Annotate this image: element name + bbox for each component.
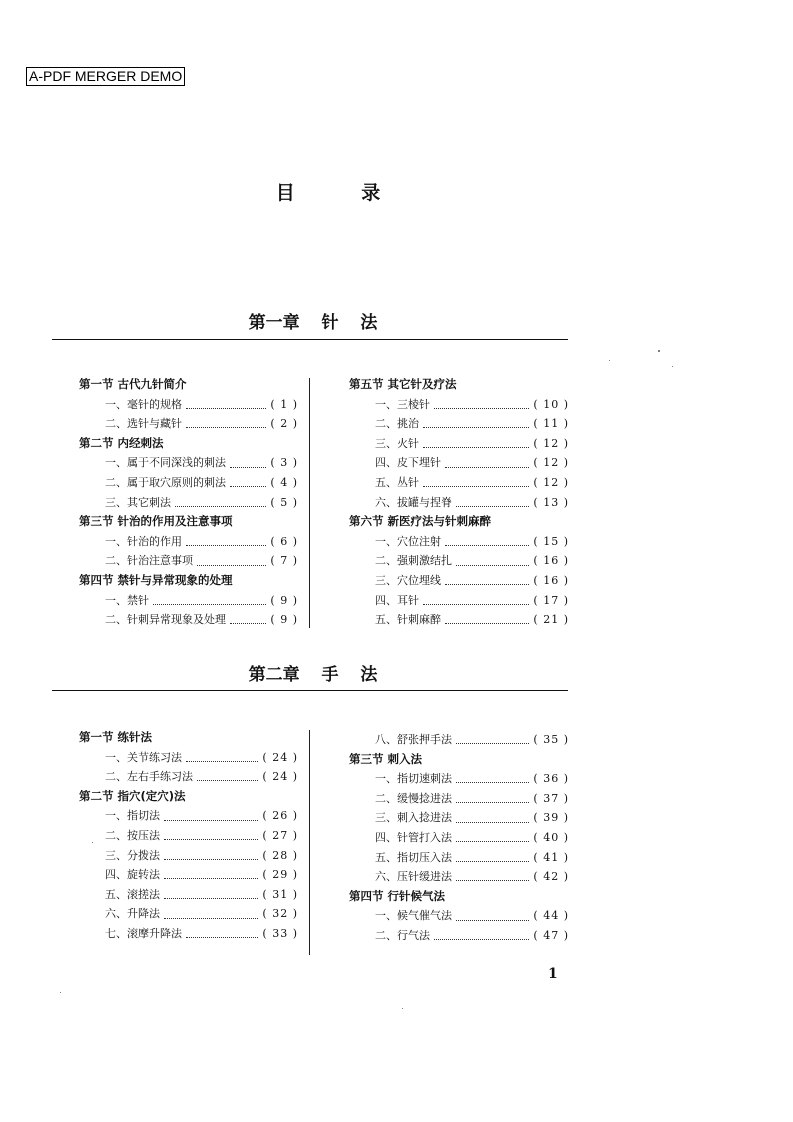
dot-leader bbox=[456, 833, 529, 842]
dot-leader bbox=[153, 596, 266, 605]
dot-leader bbox=[423, 596, 529, 605]
toc-entry bbox=[349, 434, 569, 454]
dot-leader bbox=[456, 853, 529, 862]
dot-leader bbox=[456, 557, 529, 566]
scan-speck bbox=[402, 1008, 403, 1009]
toc-entry bbox=[79, 414, 298, 434]
toc-entry bbox=[79, 591, 298, 611]
dot-leader bbox=[456, 814, 529, 823]
chapter-2-right-column bbox=[349, 730, 569, 946]
entry-page-number: ( 16 ) bbox=[533, 573, 569, 587]
chapter-2-column-divider bbox=[309, 730, 310, 955]
entry-label: 一、穴位注射 bbox=[375, 534, 441, 548]
entry-label: 二、针刺异常现象及处理 bbox=[105, 613, 226, 627]
toc-section-heading bbox=[79, 728, 298, 748]
dot-leader bbox=[197, 772, 258, 781]
entry-page-number: ( 15 ) bbox=[533, 534, 569, 548]
dot-leader bbox=[434, 931, 529, 940]
toc-entry bbox=[79, 846, 298, 866]
toc-entry bbox=[79, 767, 298, 787]
entry-page-number: ( 12 ) bbox=[533, 456, 569, 470]
chapter-2-rule bbox=[52, 690, 568, 691]
dot-leader bbox=[186, 929, 258, 938]
entry-label: 三、其它刺法 bbox=[105, 495, 171, 509]
entry-page-number: ( 29 ) bbox=[262, 868, 298, 882]
entry-page-number: ( 12 ) bbox=[533, 436, 569, 450]
dot-leader bbox=[186, 400, 266, 409]
entry-label: 一、指切法 bbox=[105, 809, 160, 823]
dot-leader bbox=[186, 419, 266, 428]
entry-label: 二、属于取穴原则的刺法 bbox=[105, 475, 226, 489]
entry-label: 二、左右手练习法 bbox=[105, 770, 193, 784]
entry-label: 五、丛针 bbox=[375, 475, 419, 489]
dot-leader bbox=[445, 576, 529, 585]
dot-leader bbox=[164, 812, 258, 821]
entry-page-number: ( 47 ) bbox=[533, 928, 569, 942]
dot-leader bbox=[456, 872, 529, 881]
toc-section-heading bbox=[349, 887, 569, 907]
dot-leader bbox=[197, 557, 266, 566]
dot-leader bbox=[456, 794, 529, 803]
page-number: 1 bbox=[548, 966, 558, 982]
toc-entry bbox=[349, 551, 569, 571]
entry-page-number: ( 17 ) bbox=[533, 593, 569, 607]
dot-leader bbox=[456, 498, 529, 507]
entry-label: 一、毫针的规格 bbox=[105, 397, 182, 411]
entry-page-number: ( 12 ) bbox=[533, 475, 569, 489]
scan-speck bbox=[658, 350, 660, 352]
toc-section-heading bbox=[79, 434, 298, 454]
section-heading-label: 第四节 禁针与异常现象的处理 bbox=[79, 572, 233, 587]
toc-section-heading bbox=[79, 375, 298, 395]
entry-page-number: ( 40 ) bbox=[533, 830, 569, 844]
entry-page-number: ( 13 ) bbox=[533, 495, 569, 509]
toc-section-heading bbox=[349, 512, 569, 532]
toc-entry bbox=[349, 453, 569, 473]
toc-entry bbox=[79, 551, 298, 571]
chapter-1-title: 第一章 针 法 bbox=[248, 313, 378, 333]
entry-label: 三、分拨法 bbox=[105, 848, 160, 862]
dot-leader bbox=[445, 537, 529, 546]
toc-entry bbox=[79, 748, 298, 768]
entry-label: 二、行气法 bbox=[375, 928, 430, 942]
entry-page-number: ( 42 ) bbox=[533, 870, 569, 884]
toc-entry bbox=[349, 414, 569, 434]
chapter-2-title: 第二章 手 法 bbox=[248, 665, 378, 685]
entry-label: 四、旋转法 bbox=[105, 868, 160, 882]
watermark-label: A-PDF MERGER DEMO bbox=[26, 67, 185, 86]
entry-page-number: ( 1 ) bbox=[270, 397, 298, 411]
toc-entry bbox=[349, 395, 569, 415]
entry-label: 一、候气催气法 bbox=[375, 909, 452, 923]
entry-page-number: ( 37 ) bbox=[533, 791, 569, 805]
entry-page-number: ( 24 ) bbox=[262, 770, 298, 784]
toc-section-heading bbox=[79, 571, 298, 591]
entry-label: 二、按压法 bbox=[105, 828, 160, 842]
entry-label: 一、属于不同深浅的刺法 bbox=[105, 456, 226, 470]
toc-entry bbox=[79, 924, 298, 944]
entry-page-number: ( 7 ) bbox=[270, 554, 298, 568]
toc-entry bbox=[79, 453, 298, 473]
section-heading-label: 第五节 其它针及疗法 bbox=[349, 377, 457, 391]
toc-entry bbox=[349, 828, 569, 848]
dot-leader bbox=[434, 400, 529, 409]
entry-label: 三、穴位埋线 bbox=[375, 573, 441, 587]
toc-entry bbox=[349, 730, 569, 750]
entry-label: 一、指切速刺法 bbox=[375, 772, 452, 786]
entry-label: 二、选针与藏针 bbox=[105, 417, 182, 431]
toc-entry bbox=[79, 473, 298, 493]
scan-speck bbox=[92, 842, 93, 843]
scan-speck bbox=[609, 360, 610, 361]
entry-label: 二、挑治 bbox=[375, 417, 419, 431]
entry-page-number: ( 2 ) bbox=[270, 417, 298, 431]
chapter-1-rule bbox=[52, 339, 568, 340]
entry-label: 二、缓慢捻进法 bbox=[375, 791, 452, 805]
dot-leader bbox=[456, 912, 529, 921]
toc-section-heading bbox=[79, 787, 298, 807]
section-heading-label: 第一节 古代九针简介 bbox=[79, 377, 187, 391]
toc-entry bbox=[79, 904, 298, 924]
section-heading-label: 第六节 新医疗法与针刺麻醉 bbox=[349, 514, 492, 529]
entry-label: 五、指切压入法 bbox=[375, 850, 452, 864]
entry-page-number: ( 44 ) bbox=[533, 909, 569, 923]
toc-entry bbox=[349, 808, 569, 828]
toc-entry bbox=[79, 532, 298, 552]
section-heading-label: 第二节 内经刺法 bbox=[79, 435, 164, 450]
toc-entry bbox=[79, 865, 298, 885]
entry-label: 三、刺入捻进法 bbox=[375, 811, 452, 825]
entry-page-number: ( 9 ) bbox=[270, 593, 298, 607]
toc-entry bbox=[79, 493, 298, 513]
dot-leader bbox=[186, 753, 258, 762]
dot-leader bbox=[423, 439, 529, 448]
toc-entry bbox=[349, 610, 569, 630]
dot-leader bbox=[164, 910, 258, 919]
entry-page-number: ( 26 ) bbox=[262, 809, 298, 823]
entry-label: 二、针治注意事项 bbox=[105, 554, 193, 568]
section-heading-label: 第二节 指穴(定穴)法 bbox=[79, 788, 186, 803]
entry-label: 一、三棱针 bbox=[375, 397, 430, 411]
entry-label: 五、滚搓法 bbox=[105, 887, 160, 901]
entry-label: 二、强刺激结扎 bbox=[375, 554, 452, 568]
dot-leader bbox=[456, 735, 529, 744]
dot-leader bbox=[186, 537, 266, 546]
toc-entry bbox=[79, 610, 298, 630]
section-heading-label: 第一节 练针法 bbox=[79, 730, 153, 744]
dot-leader bbox=[230, 478, 266, 487]
section-heading-label: 第四节 行针候气法 bbox=[349, 888, 446, 903]
entry-page-number: ( 3 ) bbox=[270, 456, 298, 470]
toc-entry bbox=[79, 826, 298, 846]
entry-page-number: ( 41 ) bbox=[533, 850, 569, 864]
toc-section-heading bbox=[79, 512, 298, 532]
section-heading-label: 第三节 刺入法 bbox=[349, 751, 423, 766]
dot-leader bbox=[164, 851, 258, 860]
entry-label: 八、舒张押手法 bbox=[375, 733, 452, 746]
dot-leader bbox=[456, 774, 529, 783]
scan-speck bbox=[672, 366, 673, 367]
dot-leader bbox=[230, 615, 266, 624]
entry-label: 六、拔罐与捏脊 bbox=[375, 495, 452, 509]
entry-page-number: ( 35 ) bbox=[533, 733, 569, 746]
entry-label: 六、升降法 bbox=[105, 907, 160, 921]
toc-entry bbox=[349, 473, 569, 493]
entry-page-number: ( 16 ) bbox=[533, 554, 569, 568]
toc-entry bbox=[349, 769, 569, 789]
entry-label: 一、禁针 bbox=[105, 593, 149, 607]
entry-label: 三、火针 bbox=[375, 436, 419, 450]
entry-page-number: ( 5 ) bbox=[270, 495, 298, 509]
entry-page-number: ( 10 ) bbox=[533, 397, 569, 411]
toc-entry bbox=[349, 571, 569, 591]
entry-label: 四、耳针 bbox=[375, 593, 419, 607]
dot-leader bbox=[175, 498, 266, 507]
entry-page-number: ( 39 ) bbox=[533, 811, 569, 825]
dot-leader bbox=[423, 478, 529, 487]
chapter-1-right-column bbox=[349, 375, 569, 630]
entry-label: 七、滚摩升降法 bbox=[105, 926, 182, 940]
entry-page-number: ( 9 ) bbox=[270, 613, 298, 627]
toc-entry bbox=[349, 493, 569, 513]
entry-label: 五、针刺麻醉 bbox=[375, 613, 441, 627]
dot-leader bbox=[164, 870, 258, 879]
dot-leader bbox=[445, 459, 529, 468]
entry-page-number: ( 24 ) bbox=[262, 750, 298, 764]
entry-label: 四、针管打入法 bbox=[375, 830, 452, 844]
toc-entry bbox=[349, 789, 569, 809]
entry-label: 一、关节练习法 bbox=[105, 750, 182, 764]
scan-speck bbox=[60, 992, 61, 993]
dot-leader bbox=[164, 831, 258, 840]
entry-page-number: ( 36 ) bbox=[533, 772, 569, 786]
toc-entry bbox=[349, 906, 569, 926]
toc-entry bbox=[349, 591, 569, 611]
toc-section-heading bbox=[349, 375, 569, 395]
dot-leader bbox=[164, 890, 258, 899]
dot-leader bbox=[230, 459, 266, 468]
entry-label: 四、皮下埋针 bbox=[375, 456, 441, 470]
entry-page-number: ( 11 ) bbox=[533, 417, 569, 431]
entry-page-number: ( 31 ) bbox=[262, 887, 298, 901]
dot-leader bbox=[445, 615, 529, 624]
entry-page-number: ( 27 ) bbox=[262, 828, 298, 842]
toc-entry bbox=[349, 532, 569, 552]
toc-section-heading bbox=[349, 750, 569, 770]
toc-entry bbox=[79, 395, 298, 415]
entry-page-number: ( 32 ) bbox=[262, 907, 298, 921]
entry-page-number: ( 28 ) bbox=[262, 848, 298, 862]
chapter-1-column-divider bbox=[309, 378, 310, 628]
entry-page-number: ( 4 ) bbox=[270, 475, 298, 489]
toc-entry bbox=[349, 867, 569, 887]
entry-page-number: ( 33 ) bbox=[262, 926, 298, 940]
chapter-1-left-column bbox=[79, 375, 298, 630]
page-title: 目 录 bbox=[275, 182, 411, 204]
entry-label: 六、压针缓进法 bbox=[375, 870, 452, 884]
dot-leader bbox=[423, 419, 529, 428]
entry-page-number: ( 6 ) bbox=[270, 534, 298, 548]
toc-entry bbox=[79, 885, 298, 905]
chapter-2-left-column bbox=[79, 728, 298, 944]
toc-entry bbox=[79, 806, 298, 826]
entry-label: 一、针治的作用 bbox=[105, 534, 182, 548]
section-heading-label: 第三节 针治的作用及注意事项 bbox=[79, 514, 233, 529]
toc-entry bbox=[349, 848, 569, 868]
entry-page-number: ( 21 ) bbox=[533, 613, 569, 627]
toc-entry bbox=[349, 926, 569, 946]
